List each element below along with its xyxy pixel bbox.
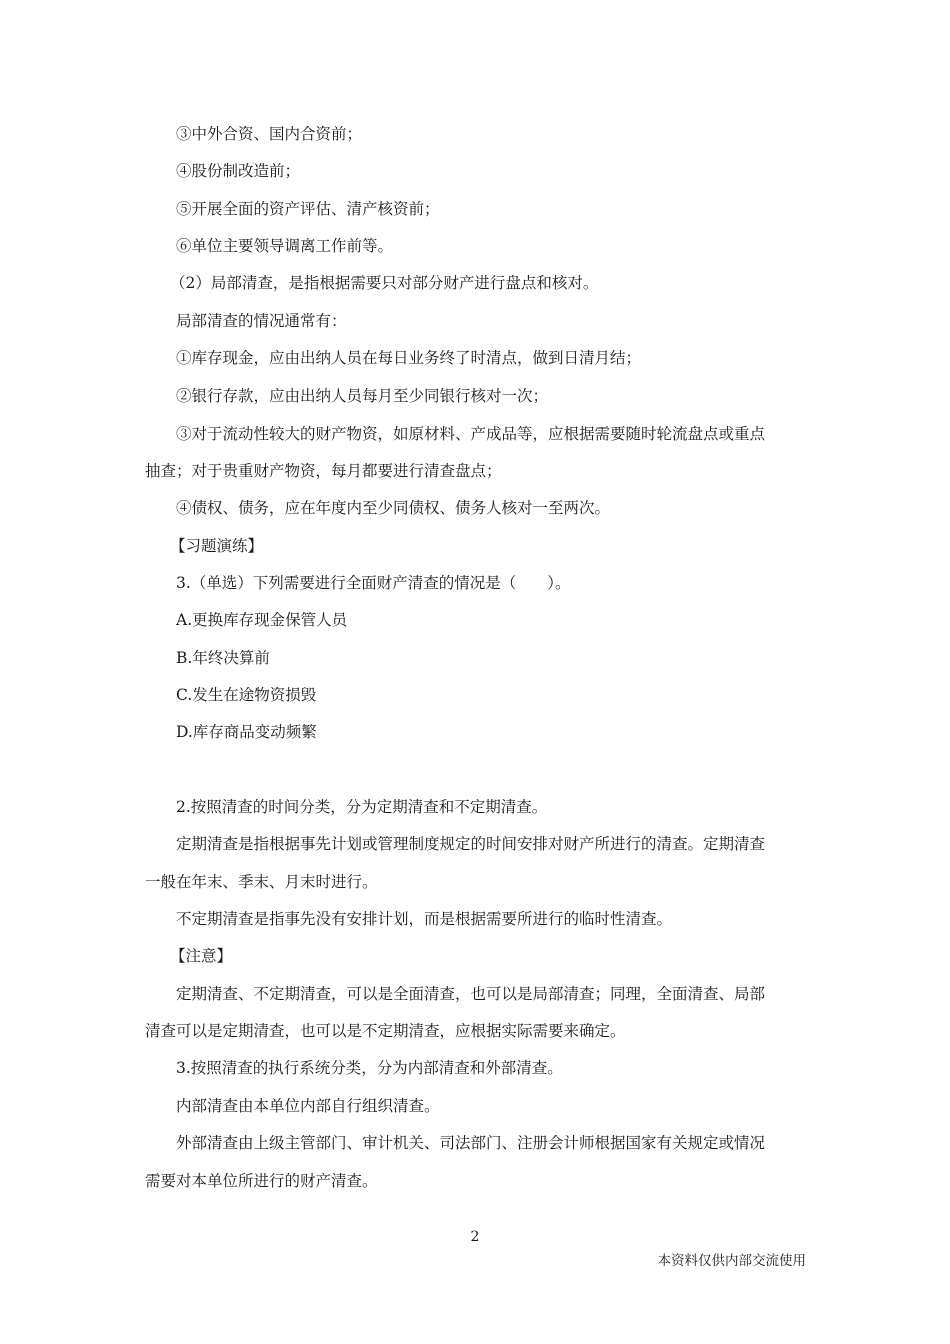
text-line: 清查可以是定期清查，也可以是不定期清查，应根据实际需要来确定。 bbox=[145, 1022, 626, 1040]
text-line: ④债权、债务，应在年度内至少同债权、债务人核对一至两次。 bbox=[176, 499, 611, 517]
section-heading: 【注意】 bbox=[170, 947, 233, 965]
answer-option: B.年终决算前 bbox=[176, 649, 270, 667]
question-text: 3.（单选）下列需要进行全面财产清查的情况是（ ）。 bbox=[176, 574, 571, 592]
text-line: 一般在年末、季末、月末时进行。 bbox=[145, 873, 378, 891]
text-line: （2）局部清查，是指根据需要只对部分财产进行盘点和核对。 bbox=[170, 274, 599, 292]
text-line: 内部清查由本单位内部自行组织清查。 bbox=[176, 1097, 440, 1115]
section-heading: 【习题演练】 bbox=[170, 537, 264, 555]
answer-option: C.发生在途物资损毁 bbox=[176, 686, 317, 704]
text-line: 抽查；对于贵重财产物资，每月都要进行清查盘点； bbox=[145, 462, 502, 480]
text-line: 局部清查的情况通常有： bbox=[176, 312, 347, 330]
text-line: 3.按照清查的执行系统分类，分为内部清查和外部清查。 bbox=[176, 1059, 563, 1077]
text-line: 需要对本单位所进行的财产清查。 bbox=[145, 1172, 378, 1190]
text-line: 外部清查由上级主管部门、审计机关、司法部门、注册会计师根据国家有关规定或情况 bbox=[176, 1134, 766, 1152]
text-line: ②银行存款，应由出纳人员每月至少同银行核对一次； bbox=[176, 387, 549, 405]
text-line: ③对于流动性较大的财产物资，如原材料、产成品等，应根据需要随时轮流盘点或重点 bbox=[176, 425, 766, 443]
text-line: ⑤开展全面的资产评估、清产核资前； bbox=[176, 200, 440, 218]
text-line: 定期清查是指根据事先计划或管理制度规定的时间安排对财产所进行的清查。定期清查 bbox=[176, 835, 766, 853]
page-number: 2 bbox=[470, 1229, 480, 1245]
footer-note: 本资料仅供内部交流使用 bbox=[657, 1253, 806, 1269]
text-line: 不定期清查是指事先没有安排计划，而是根据需要所进行的临时性清查。 bbox=[176, 910, 673, 928]
text-line: ④股份制改造前； bbox=[176, 162, 301, 180]
text-line: ⑥单位主要领导调离工作前等。 bbox=[176, 237, 394, 255]
text-line: 定期清查、不定期清查，可以是全面清查，也可以是局部清查；同理，全面清查、局部 bbox=[176, 985, 766, 1003]
answer-option: A.更换库存现金保管人员 bbox=[176, 611, 348, 629]
text-line: ③中外合资、国内合资前； bbox=[176, 125, 363, 143]
answer-option: D.库存商品变动频繁 bbox=[176, 723, 317, 741]
text-line: 2.按照清查的时间分类，分为定期清查和不定期清查。 bbox=[176, 798, 548, 816]
text-line: ①库存现金，应由出纳人员在每日业务终了时清点，做到日清月结； bbox=[176, 349, 642, 367]
